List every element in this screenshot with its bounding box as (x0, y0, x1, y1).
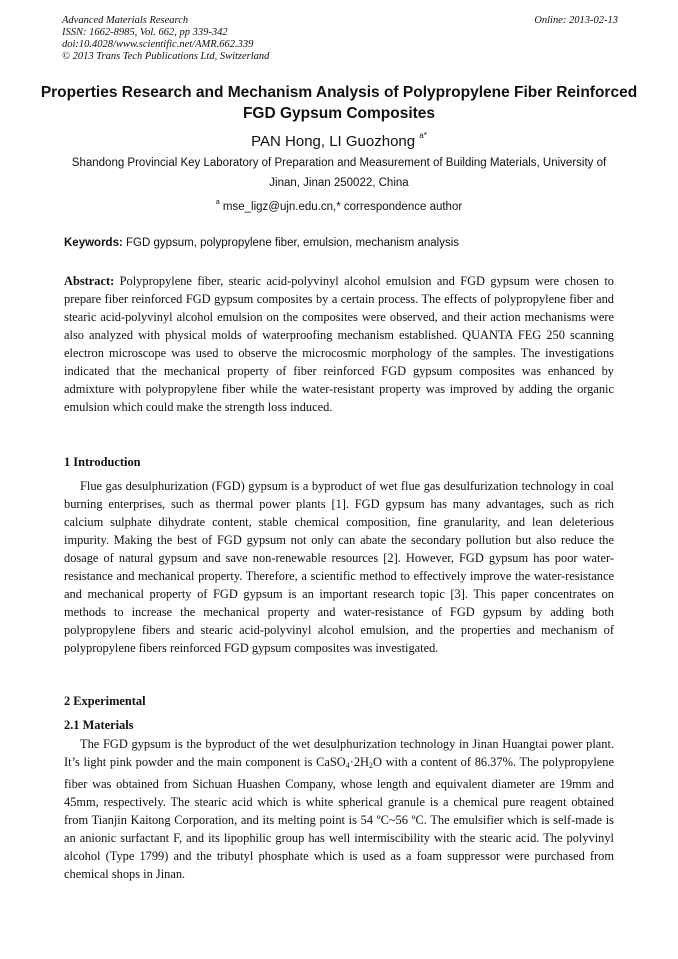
subscript-4: 4 (345, 761, 350, 770)
paper-title: Properties Research and Mechanism Analysis of Polypropylene Fiber Reinforced FGD Gypsum Composites (40, 84, 638, 122)
online-date: Online: 2013-02-13 (534, 15, 618, 26)
journal-name: Advanced Materials Research (62, 15, 189, 26)
keywords-text: FGD gypsum, polypropylene fiber, emulsion, mechanism analysis (122, 237, 459, 249)
abstract-text: Polypropylene fiber, stearic acid-polyvinyl alcohol emulsion and FGD gypsum were chosen to prepare fiber reinforced FGD gypsum composites by a certain process. The effects of polypropylene fiber and stearic acid-polyvinyl alcohol emulsion on the composites were observed, and their action mechanisms were also analyzed with physical molds of waterproofing mechanism established. QUANTA FEG 250 scanning electron microscope was used to observe the microcosmic morphology of the samples. The investigations indicated that the mechanical property of fiber reinforced FGD gypsum composites was enhanced by admixture with polypropylene fiber while the water-resistant property was improved by adding the organic emulsion which could make the strength loss induced. (64, 274, 614, 414)
affiliation: Shandong Provincial Key Laboratory of Preparation and Measurement of Building Materials, University of Jinan, Jinan 250022, China (71, 157, 607, 189)
keywords-label: Keywords: (64, 237, 123, 249)
email-superscript: a (215, 199, 220, 206)
introduction-paragraph: Flue gas desulphurization (FGD) gypsum is a byproduct of wet flue gas desulfurization technology in coal burning enterprises, such as thermal power plants [1]. FGD gypsum has many advantages, such as rich calcium sulphate dihydrate content, stable chemical composition, fine granularity, and lean deleterious impurity. Making the best of FGD gypsum not only can abate the secondary pollution but also reduce the dosage of natural gypsum and save non-renewable resources [2]. However, FGD gypsum has poor water-resistance and mechanical property. Therefore, a scientific method to effectively improve the water-resistance and mechanical property of FGD gypsum is an important research topic [3]. This paper concentrates on methods to increase the mechanical property and water-resistance of FGD gypsum by adding both polypropylene fibers and stearic acid-polyvinyl alcohol emulsion, and the properties and mechanism of polypropylene fibers reinforced FGD gypsum composites was investigated. (64, 479, 614, 655)
author-names: PAN Hong, LI Guozhong (251, 133, 420, 150)
subscript-2: 2 (368, 761, 373, 770)
email-line (0, 195, 678, 215)
authors (0, 127, 678, 151)
doi-line: doi:10.4028/www.scientific.net/AMR.662.339 (62, 39, 254, 50)
keywords (64, 235, 459, 251)
section-heading-experimental: 2 Experimental (64, 694, 146, 708)
copyright-line: © 2013 Trans Tech Publications Ltd, Switzerland (62, 51, 270, 62)
author-superscript: a* (419, 131, 427, 140)
materials-text-b: ·2H (349, 755, 369, 769)
section-heading-introduction: 1 Introduction (64, 455, 141, 469)
journal-header (62, 15, 618, 63)
materials-paragraph (64, 735, 614, 883)
abstract-label: Abstract: (64, 274, 115, 288)
materials-text-a: The FGD gypsum is the byproduct of the wet desulphurization technology in Jinan Huangtai power plant. It’s light pink powder and the main component is CaSO (64, 737, 614, 769)
subsection-heading-materials: 2.1 Materials (64, 718, 134, 732)
abstract (64, 272, 614, 416)
issn-line: ISSN: 1662-8985, Vol. 662, pp 339-342 (62, 27, 228, 38)
email-text: mse_ligz@ujn.edu.cn,* correspondence author (219, 201, 463, 213)
materials-text-c: O with a content of 86.37%. The polypropylene fiber was obtained from Sichuan Huashen Company, whose length and equivalent diameter are 19mm and 45mm, respectively. The stearic acid which is white spherical granule is a chemical pure reagent obtained from Tianjin Kaitong Corporation, and its melting point is 54 ºC~56 ºC. The emulsifier which is self-made is an anionic surfactant F, and its lipophilic group has well intermiscibility with the stearic acid. The polyvinyl alcohol (Type 1799) and the tributyl phosphate which is used as a foam suppressor were purchased from chemical shops in Jinan. (64, 755, 614, 881)
